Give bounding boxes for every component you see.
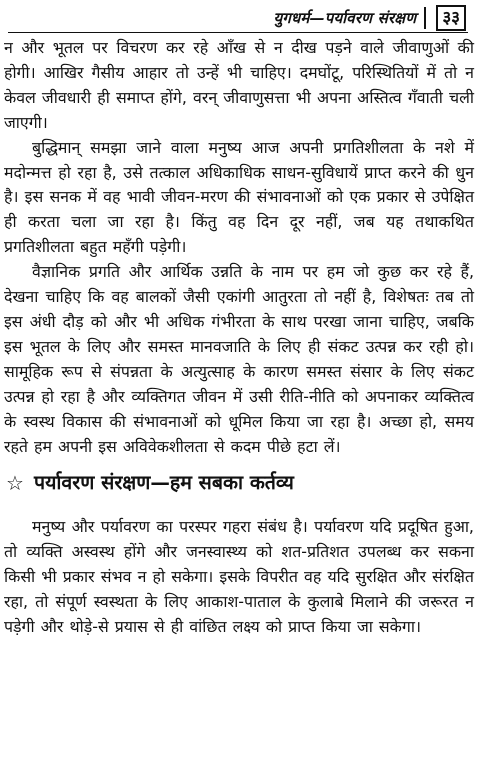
page-header [4, 0, 474, 36]
star-icon: ☆ [6, 471, 24, 496]
paragraph-environment-relation: मनुष्य और पर्यावरण का परस्पर गहरा संबंध है। पर्यावरण यदि प्रदूषित हुआ, तो व्यक्ति अस्वस्थ होंगे और जनस्वास्थ्य को शत-प्रतिशत उपलब्ध कर सकना किसी भी प्रकार संभव न हो सकेगा। इसके विपरीत वह यदि सुरक्षित और संरक्षित रहा, तो संपूर्ण स्वस्थता के लिए आकाश-पाताल के कुलाबे मिलाने की जरूरत न पड़ेगी और थोड़े-से प्रयास से ही वांछित लक्ष्य को प्राप्त किया जा सकेगा। [4, 517, 474, 637]
section-heading [6, 469, 474, 497]
header-rule [8, 32, 468, 33]
page-number: ३३ [436, 5, 466, 31]
page-body [4, 36, 474, 640]
running-head: युगधर्म—पर्यावरण संरक्षण [273, 7, 426, 29]
section-heading-text: पर्यावरण संरक्षण—हम सबका कर्तव्य [34, 471, 294, 495]
paragraph-continued: न और भूतल पर विचरण कर रहे आँख से न दीख पड़ने वाले जीवाणुओं की होगी। आखिर गैसीय आहार तो उन्हें भी चाहिए। दमघोंटू, परिस्थितियों में तो न केवल जीवधारी ही समाप्त होंगे, वरन् जीवाणुसत्ता भी अपना अस्तित्व गँवाती चली जाएगी। [4, 38, 474, 132]
paragraph-scientific-progress: वैज्ञानिक प्रगति और आर्थिक उन्नति के नाम पर हम जो कुछ कर रहे हैं, देखना चाहिए कि वह बालकों जैसी एकांगी आतुरता तो नहीं है, विशेषतः तब तो इस अंधी दौड़ को और भी अधिक गंभीरता के साथ परखा जाना चाहिए, जबकि इस भूतल के लिए और समस्त मानवजाति के लिए ही संकट उत्पन्न कर रही हो। सामूहिक रूप से संपन्नता के अत्युत्साह के कारण समस्त संसार के लिए संकट उत्पन्न हो रहा है और व्यक्तिगत जीवन में उसी रीति-नीति को अपनाकर व्यक्तित्व के स्वस्थ विकास की संभावनाओं को धूमिल किया जा रहा है। अच्छा हो, समय रहते हम अपनी इस अविवेकशीलता से कदम पीछे हटा लें। [4, 262, 474, 456]
paragraph-progressiveness: बुद्धिमान् समझा जाने वाला मनुष्य आज अपनी प्रगतिशीलता के नशे में मदोन्मत्त हो रहा है, उसे तत्काल अधिकाधिक साधन-सुविधायें प्राप्त करने की धुन है। इस सनक में वह भावी जीवन-मरण की संभावनाओं को एक प्रकार से उपेक्षित ही करता चला जा रहा है। किंतु वह दिन दूर नहीं, जब यह तथाकथित प्रगतिशीलता बहुत महँगी पड़ेगी। [4, 137, 474, 257]
